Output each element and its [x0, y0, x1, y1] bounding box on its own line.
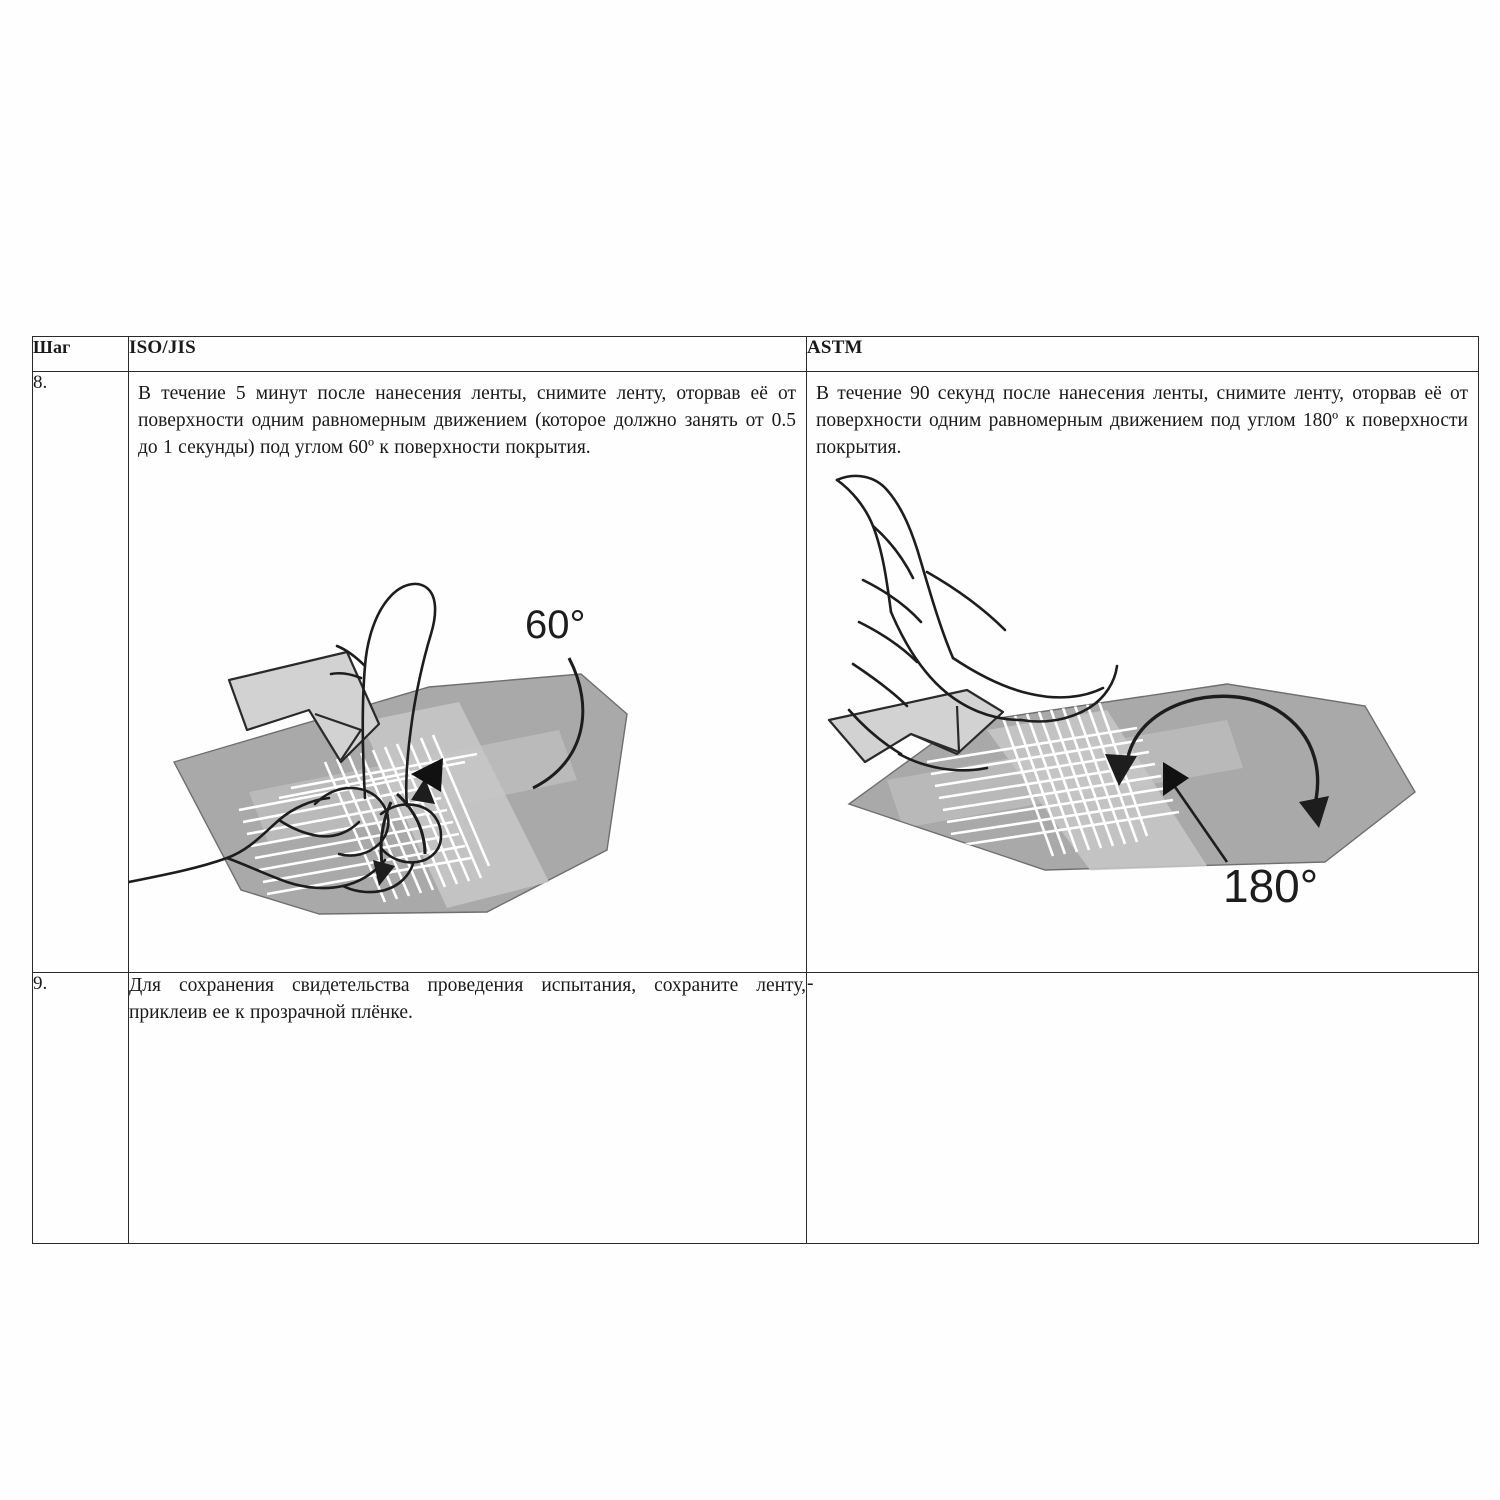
- iso-instruction-text: В течение 5 минут после нанесения ленты, снимите ленту, оторвав её от поверхности одним равномерным движением (которое должно занять от 0.5 до 1 секунды) под углом 60º к поверхности покрытия.: [138, 383, 796, 458]
- iso-cell-step-8: [129, 372, 807, 973]
- column-header-astm: ASTM: [807, 337, 1479, 372]
- astm-figure: [807, 462, 1478, 932]
- table-header-row: [33, 337, 1479, 372]
- column-header-step: Шаг: [33, 337, 129, 372]
- astm-figure-svg: [807, 462, 1477, 932]
- astm-angle-label: 180°: [1223, 859, 1319, 912]
- step-number-9: 9.: [33, 973, 129, 1244]
- step-number-8: 8.: [33, 372, 129, 973]
- procedure-table: [32, 336, 1479, 1244]
- astm-cell-step-8: [807, 372, 1479, 973]
- table-row: [33, 372, 1479, 973]
- astm-instruction-text-step-9: -: [807, 973, 1479, 1244]
- astm-instruction-text: В течение 90 секунд после нанесения ленты, снимите ленту, оторвав её от поверхности одним равномерным движением под углом 180º к поверхности покрытия.: [816, 383, 1468, 458]
- iso-instruction-text-step-9: Для сохранения свидетельства проведения испытания, сохраните ленту, приклеив ее к прозрачной плёнке.: [129, 973, 807, 1244]
- column-header-iso: ISO/JIS: [129, 337, 807, 372]
- table-row: [33, 973, 1479, 1244]
- iso-figure-svg: [129, 462, 805, 932]
- iso-angle-label: 60°: [525, 602, 586, 647]
- iso-figure: [129, 462, 806, 932]
